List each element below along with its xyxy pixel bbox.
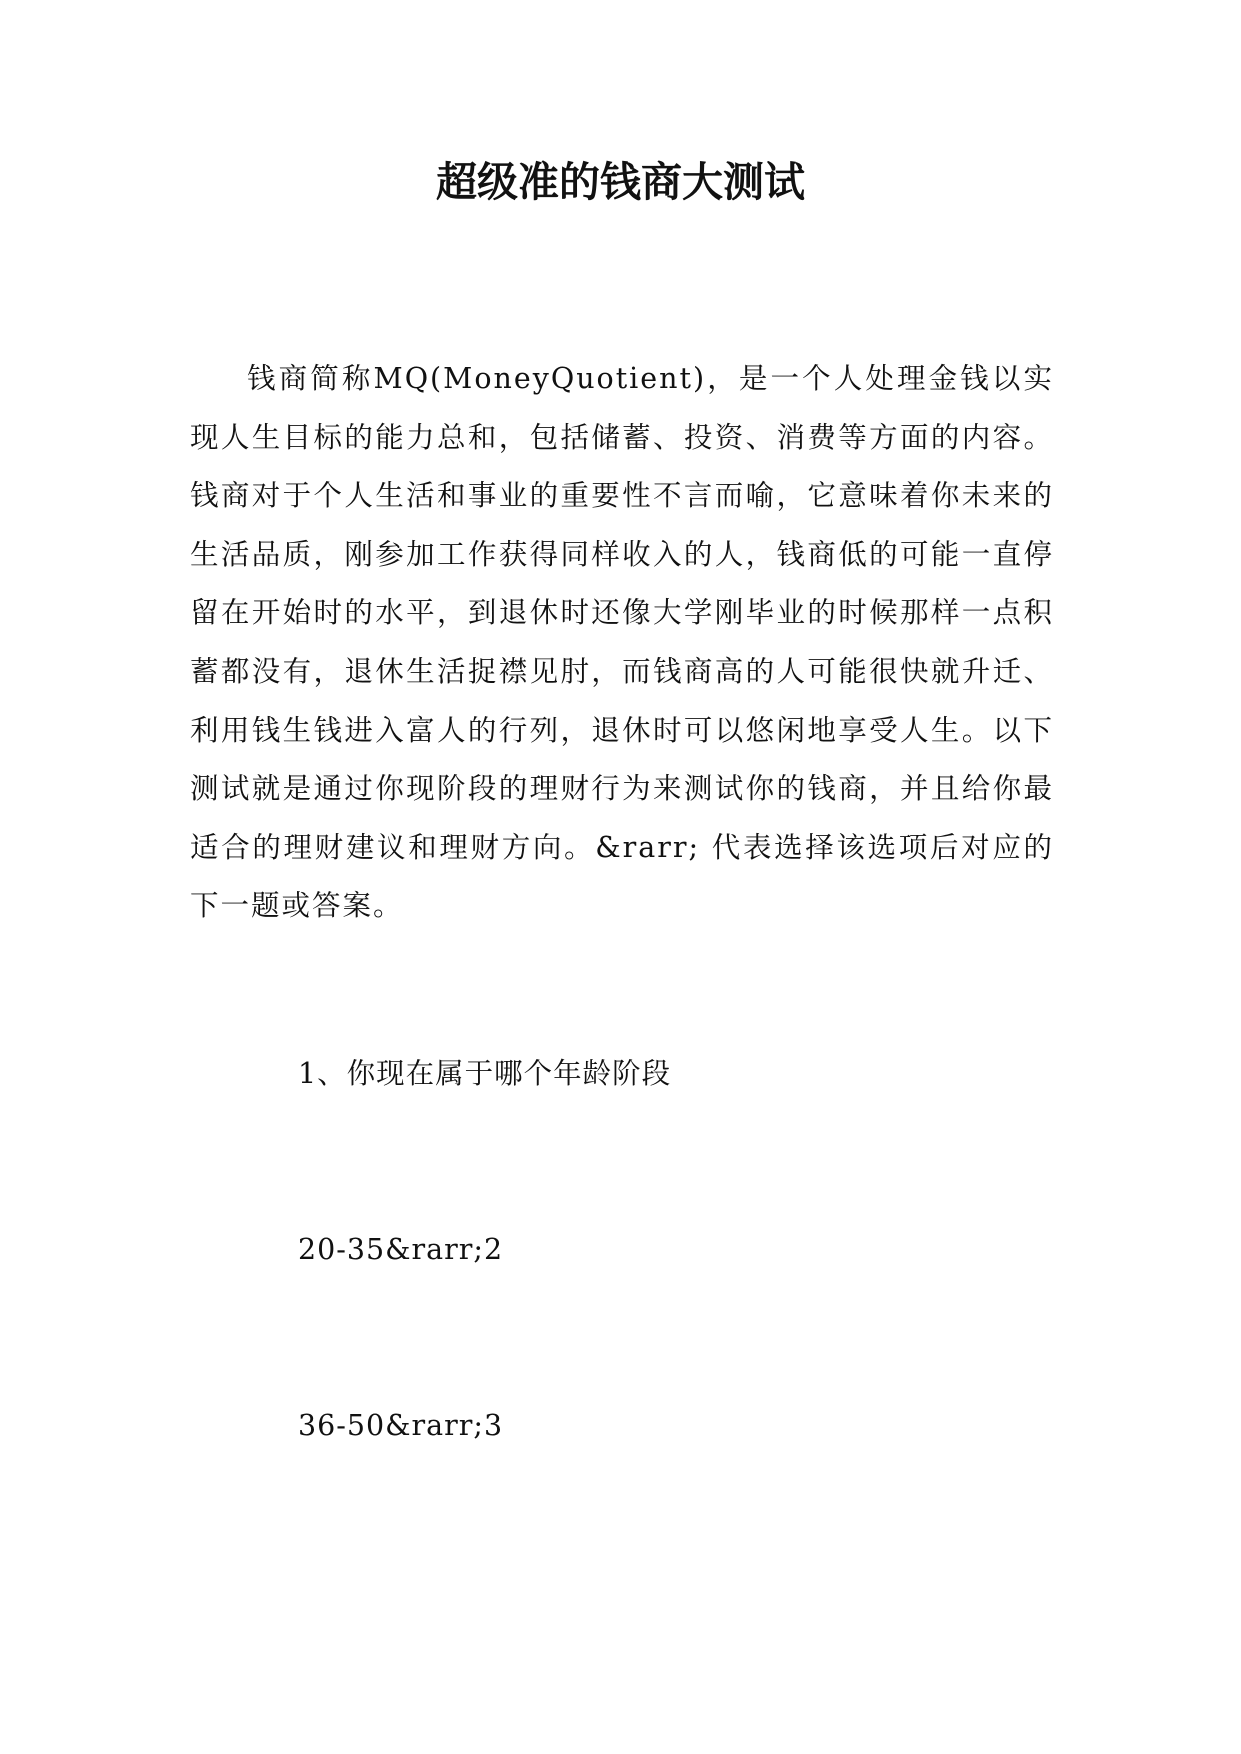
question-1-option-2: 36-50&rarr;3 bbox=[298, 1409, 504, 1442]
question-1-text: 1、你现在属于哪个年龄阶段 bbox=[298, 1057, 672, 1090]
document-title: 超级准的钱商大测试 bbox=[436, 158, 805, 206]
intro-paragraph: 钱商简称MQ(MoneyQuotient)，是一个人处理金钱以实现人生目标的能力总和，包括储蓄、投资、消费等方面的内容。钱商对于个人生活和事业的重要性不言而喻，它意味着你未来的生活品质，刚参加工作获得同样收入的人，钱商低的可能一直停留在开始时的水平，到退休时还像大学刚毕业的时候那样一点积蓄都没有，退休生活捉襟见肘，而钱商高的人可能很快就升迁、利用钱生钱进入富人的行列，退休时可以悠闲地享受人生。以下测试就是通过你现阶段的理财行为来测试你的钱商，并且给你最适合的理财建议和理财方向。&rarr; 代表选择该选项后对应的下一题或答案。 bbox=[190, 362, 1054, 923]
question-1-option-1: 20-35&rarr;2 bbox=[298, 1233, 504, 1266]
